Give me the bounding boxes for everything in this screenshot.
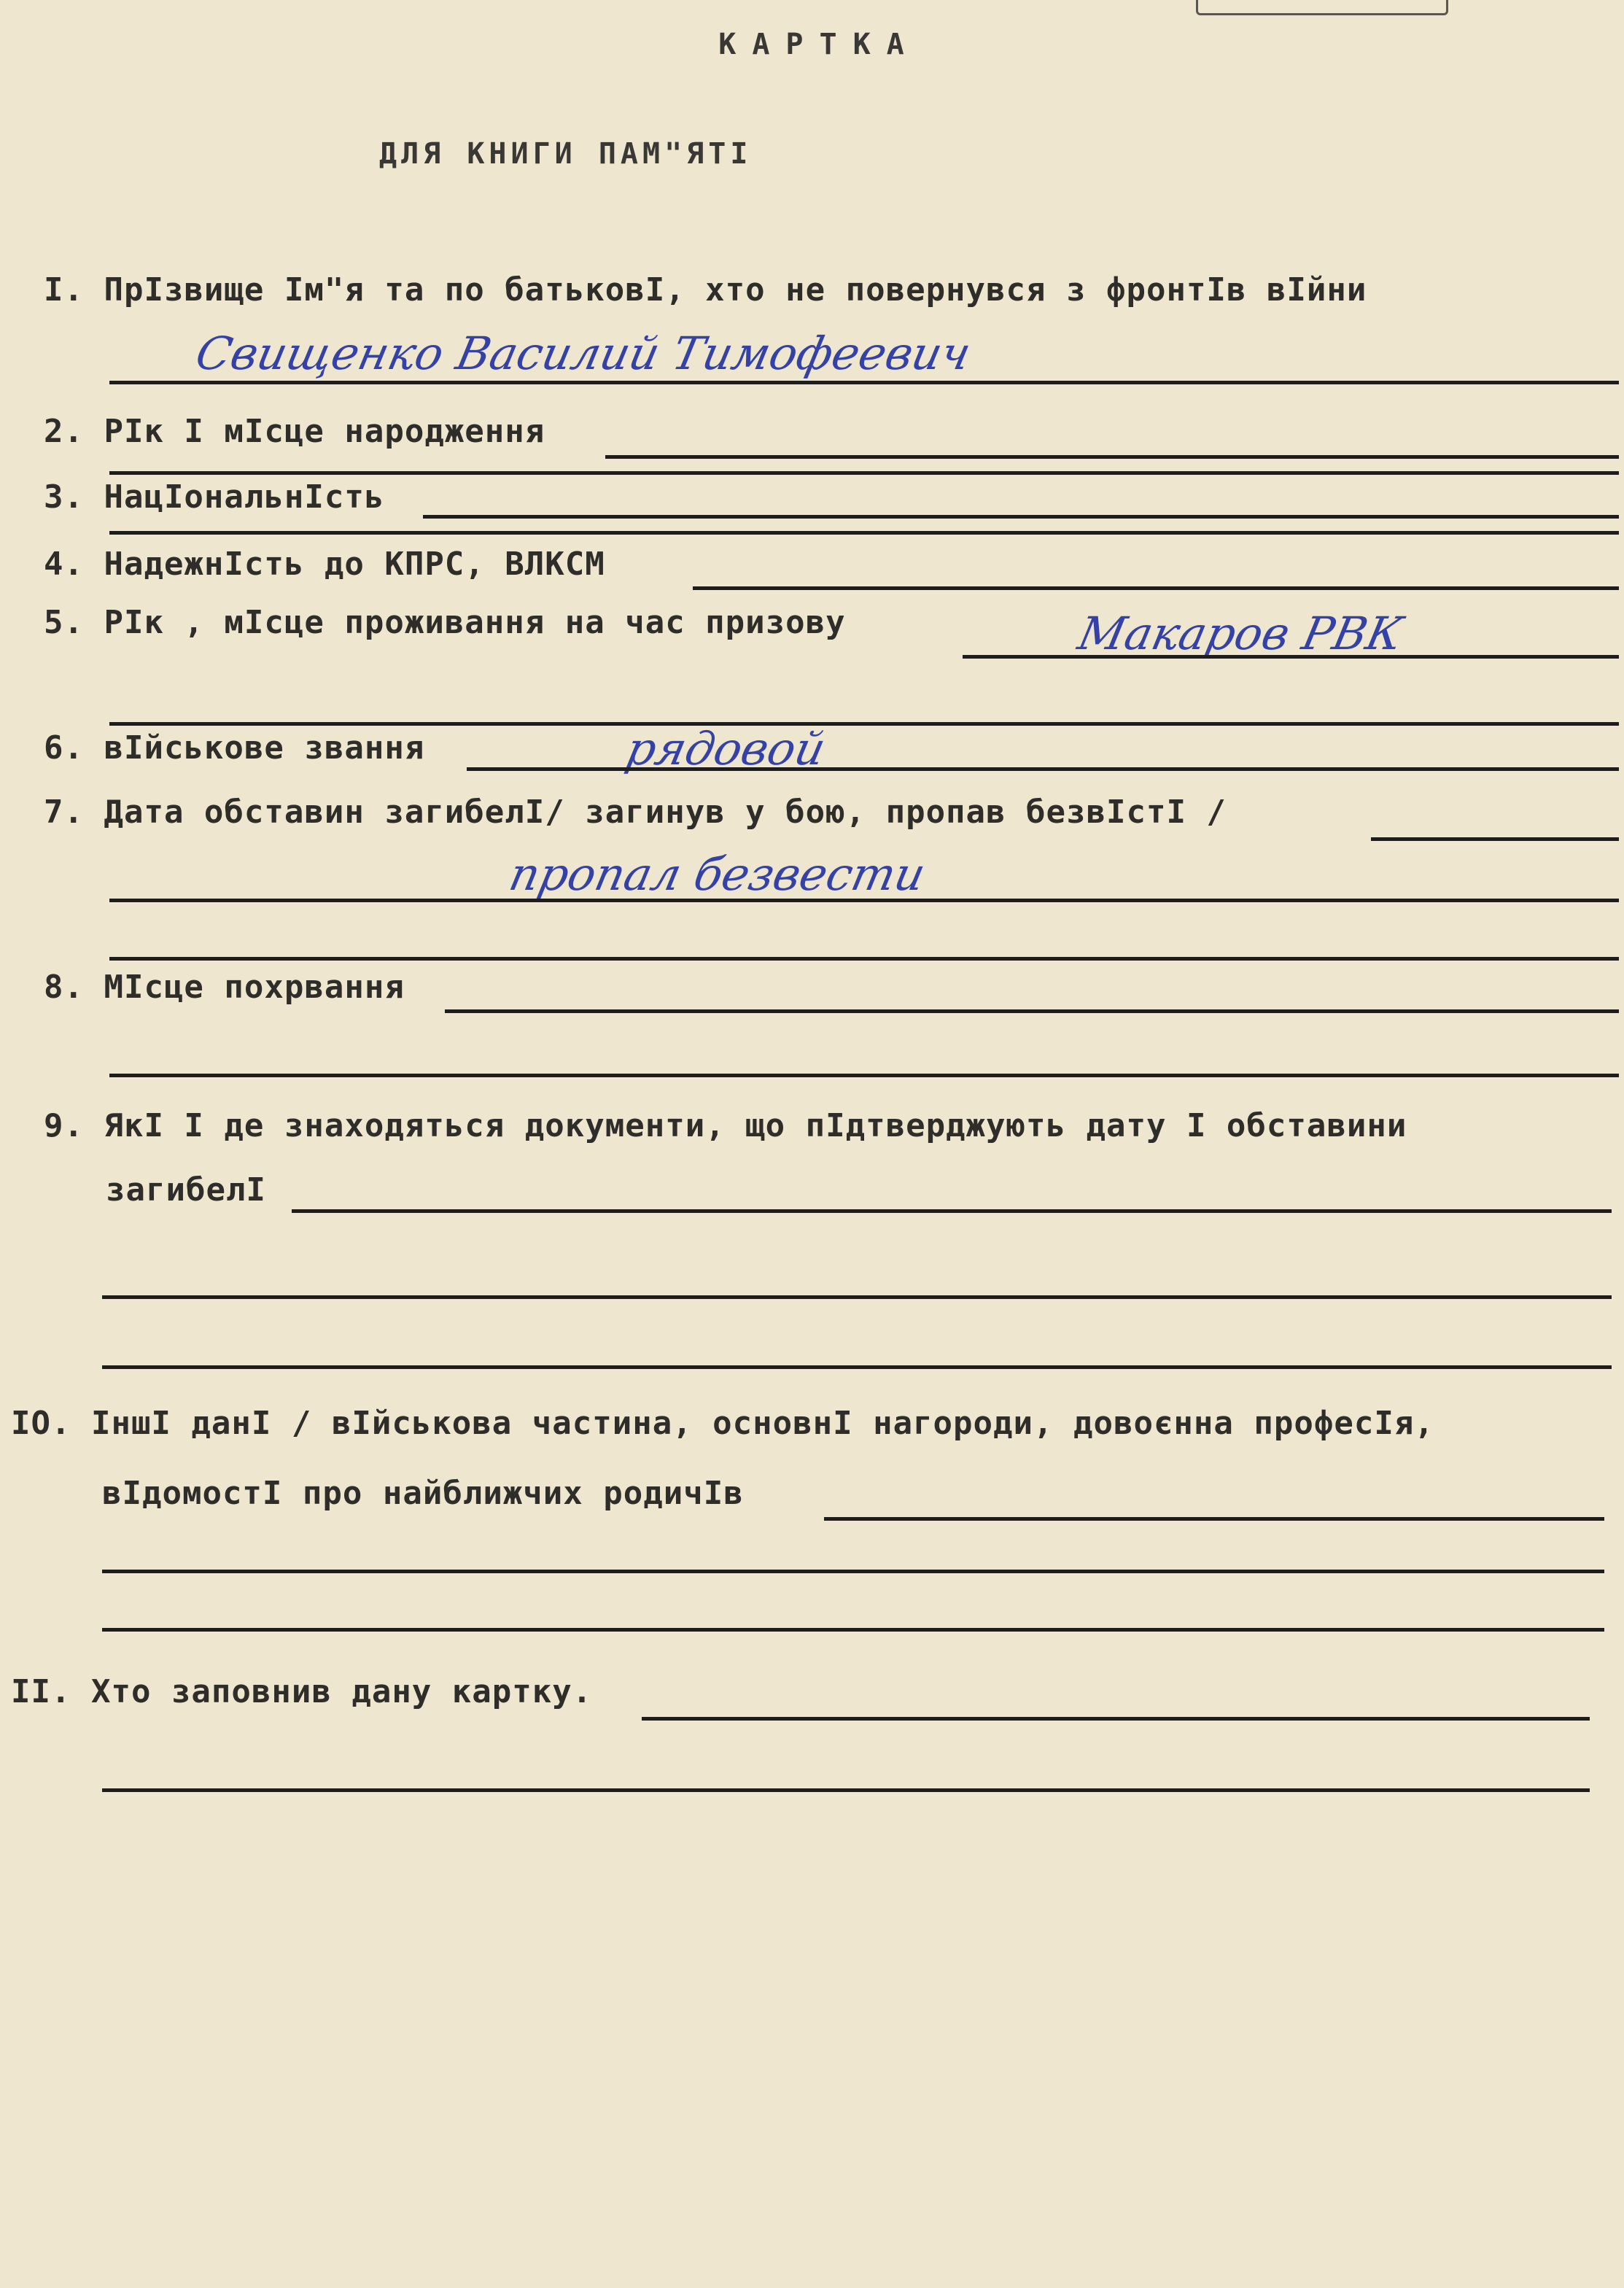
field-11-line-2 — [102, 1788, 1590, 1792]
field-10-line-3 — [102, 1628, 1604, 1632]
field-4-label: 4. НадежнІсть до КПРС, ВЛКСМ — [44, 546, 605, 583]
field-10-label: IO. ІншІ данІ / вІйськова частина, основнІ нагороди, довоєнна професІя, — [11, 1405, 1434, 1442]
field-6-value: рядовой — [621, 722, 831, 775]
field-9-line — [292, 1209, 1612, 1213]
field-8-line — [445, 1009, 1619, 1013]
card-subtitle: ДЛЯ КНИГИ ПАМ"ЯТІ — [379, 137, 753, 171]
field-9-line-2 — [102, 1295, 1612, 1299]
field-9-label-cont: загибелІ — [106, 1171, 266, 1209]
field-5-line-2 — [109, 722, 1619, 726]
field-9-label: 9. ЯкІ І де знаходяться документи, що пІдтверджують дату І обставини — [44, 1107, 1407, 1144]
field-8-label: 8. МІсце похрвання — [44, 969, 405, 1006]
field-2-line — [605, 455, 1619, 459]
field-1-label: I. ПрІзвище Ім"я та по батьковІ, хто не повернувся з фронтІв вІйни — [44, 271, 1367, 309]
field-6-line — [467, 767, 1619, 771]
field-7-value: пропал безвести — [505, 848, 931, 901]
field-7-label: 7. Дата обставин загибелІ/ загинув у бою, пропав безвІстІ / — [44, 794, 1227, 831]
field-4-line — [693, 586, 1619, 590]
field-7-line — [1371, 837, 1619, 841]
field-3-line-2 — [109, 531, 1619, 535]
field-9-line-3 — [102, 1365, 1612, 1369]
field-3-line — [423, 515, 1619, 519]
field-2-line-2 — [109, 471, 1619, 475]
field-10-line — [824, 1517, 1604, 1521]
field-11-line — [642, 1717, 1590, 1721]
field-10-line-2 — [102, 1570, 1604, 1573]
field-7-line-2 — [109, 899, 1619, 902]
field-1-value: Свищенко Василий Тимофеевич — [191, 327, 976, 380]
field-2-label: 2. РІк І мІсце народження — [44, 413, 545, 450]
field-11-label: II. Хто заповнив дану картку. — [11, 1673, 593, 1710]
corner-stamp — [1196, 0, 1448, 15]
field-7-line-3 — [109, 957, 1619, 961]
field-5-label: 5. РІк , мІсце проживання на час призову — [44, 604, 846, 641]
field-3-label: 3. НацІональнІсть — [44, 478, 385, 516]
card-title: КАРТКА — [718, 28, 920, 61]
field-6-label: 6. вІйськове звання — [44, 729, 425, 767]
field-5-value: Макаров РВК — [1073, 607, 1408, 660]
field-1-line — [109, 381, 1619, 384]
field-5-line — [963, 655, 1619, 659]
field-8-line-2 — [109, 1074, 1619, 1077]
field-10-label-cont: вІдомостІ про найближчих родичІв — [102, 1475, 744, 1512]
